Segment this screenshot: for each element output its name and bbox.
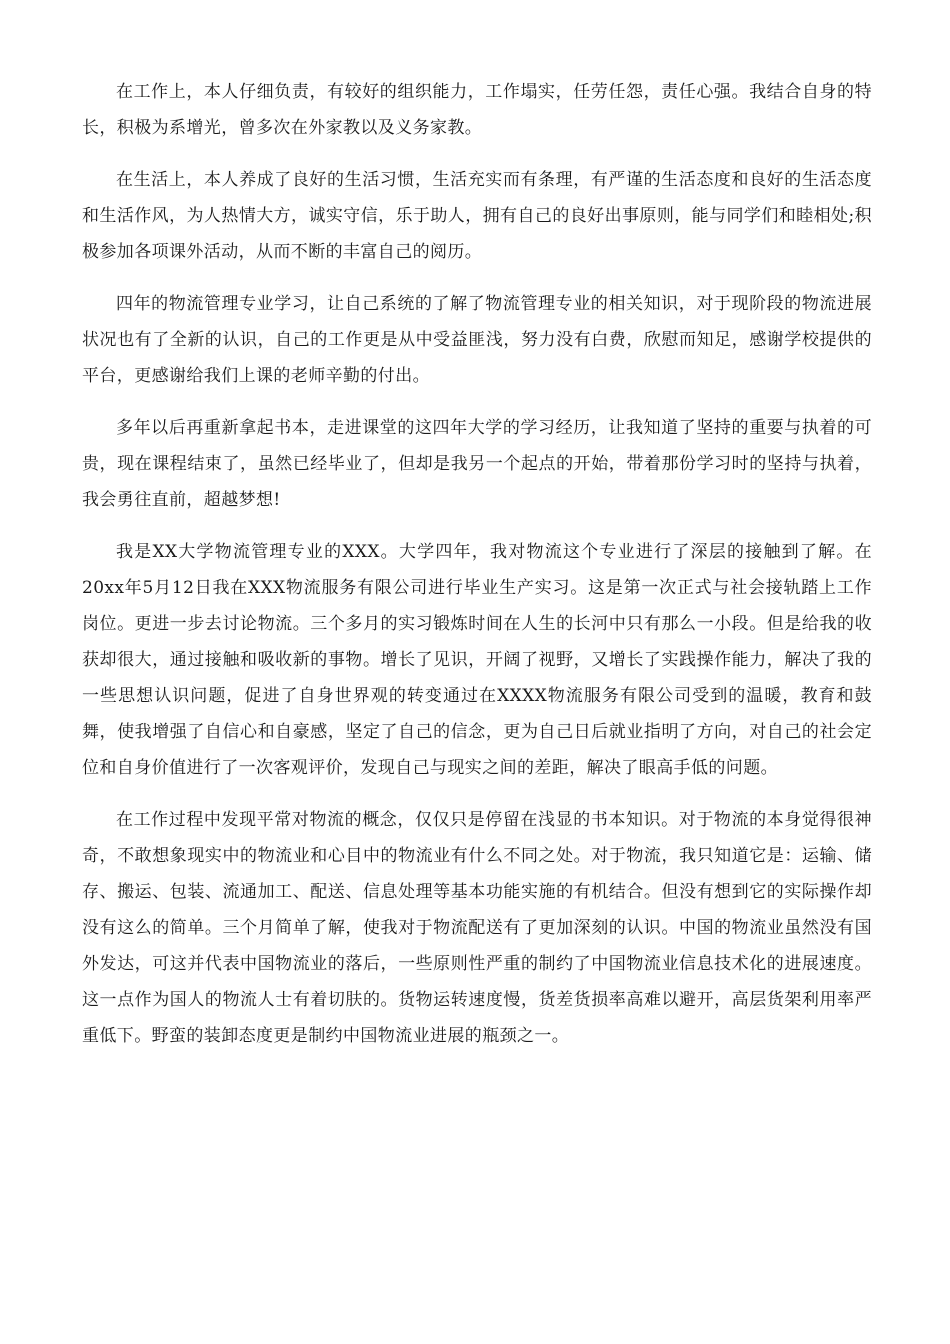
paragraph-study: 四年的物流管理专业学习，让自己系统的了解了物流管理专业的相关知识，对于现阶段的物流进展状况也有了全新的认识，自己的工作更是从中受益匪浅，努力没有白费，欣慰而知足，感谢学校提供的平台，更感谢给我们上课的老师辛勤的付出。: [82, 294, 872, 386]
paragraph-logistics-insight: 在工作过程中发现平常对物流的概念，仅仅只是停留在浅显的书本知识。对于物流的本身觉得很神奇，不敢想象现实中的物流业和心目中的物流业有什么不同之处。对于物流，我只知道它是：运输、储存、搬运、包装、流通加工、配送、信息处理等基本功能实施的有机结合。但没有想到它的实际操作却没有这么的简单。三个月简单了解，使我对于物流配送有了更加深刻的认识。中国的物流业虽然没有国外发达，可这并代表中国物流业的落后，一些原则性严重的制约了中国物流业信息技术化的进展速度。这一点作为国人的物流人士有着切肤的。货物运转速度慢，货差货损率高难以避开，高层货架利用率严重低下。野蛮的装卸态度更是制约中国物流业进展的瓶颈之一。: [82, 810, 872, 1046]
document-body: [82, 74, 872, 1070]
paragraph-work: 在工作上，本人仔细负责，有较好的组织能力，工作塌实，任劳任怨，责任心强。我结合自身的特长，积极为系增光，曾多次在外家教以及义务家教。: [82, 82, 872, 138]
paragraph-internship: 我是XX大学物流管理专业的XXX。大学四年，我对物流这个专业进行了深层的接触到了解。在20xx年5月12日我在XXX物流服务有限公司进行毕业生产实习。这是第一次正式与社会接轨踏上工作岗位。更进一步去讨论物流。三个多月的实习锻炼时间在人生的长河中只有那么一小段。但是给我的收获却很大，通过接触和吸收新的事物。增长了见识，开阔了视野，又增长了实践操作能力，解决了我的一些思想认识问题，促进了自身世界观的转变通过在XXXX物流服务有限公司受到的温暖，教育和鼓舞，使我增强了自信心和自豪感，坚定了自己的信念，更为自己日后就业指明了方向，对自己的社会定位和自身价值进行了一次客观评价，发现自己与现实之间的差距，解决了眼高手低的问题。: [82, 542, 872, 778]
paragraph-future: 多年以后再重新拿起书本，走进课堂的这四年大学的学习经历，让我知道了坚持的重要与执着的可贵，现在课程结束了，虽然已经毕业了，但却是我另一个起点的开始，带着那份学习时的坚持与执着，我会勇往直前，超越梦想!: [82, 418, 872, 510]
paragraph-life: 在生活上，本人养成了良好的生活习惯，生活充实而有条理，有严谨的生活态度和良好的生活态度和生活作风，为人热情大方，诚实守信，乐于助人，拥有自己的良好出事原则，能与同学们和睦相处;积极参加各项课外活动，从而不断的丰富自己的阅历。: [82, 170, 872, 262]
